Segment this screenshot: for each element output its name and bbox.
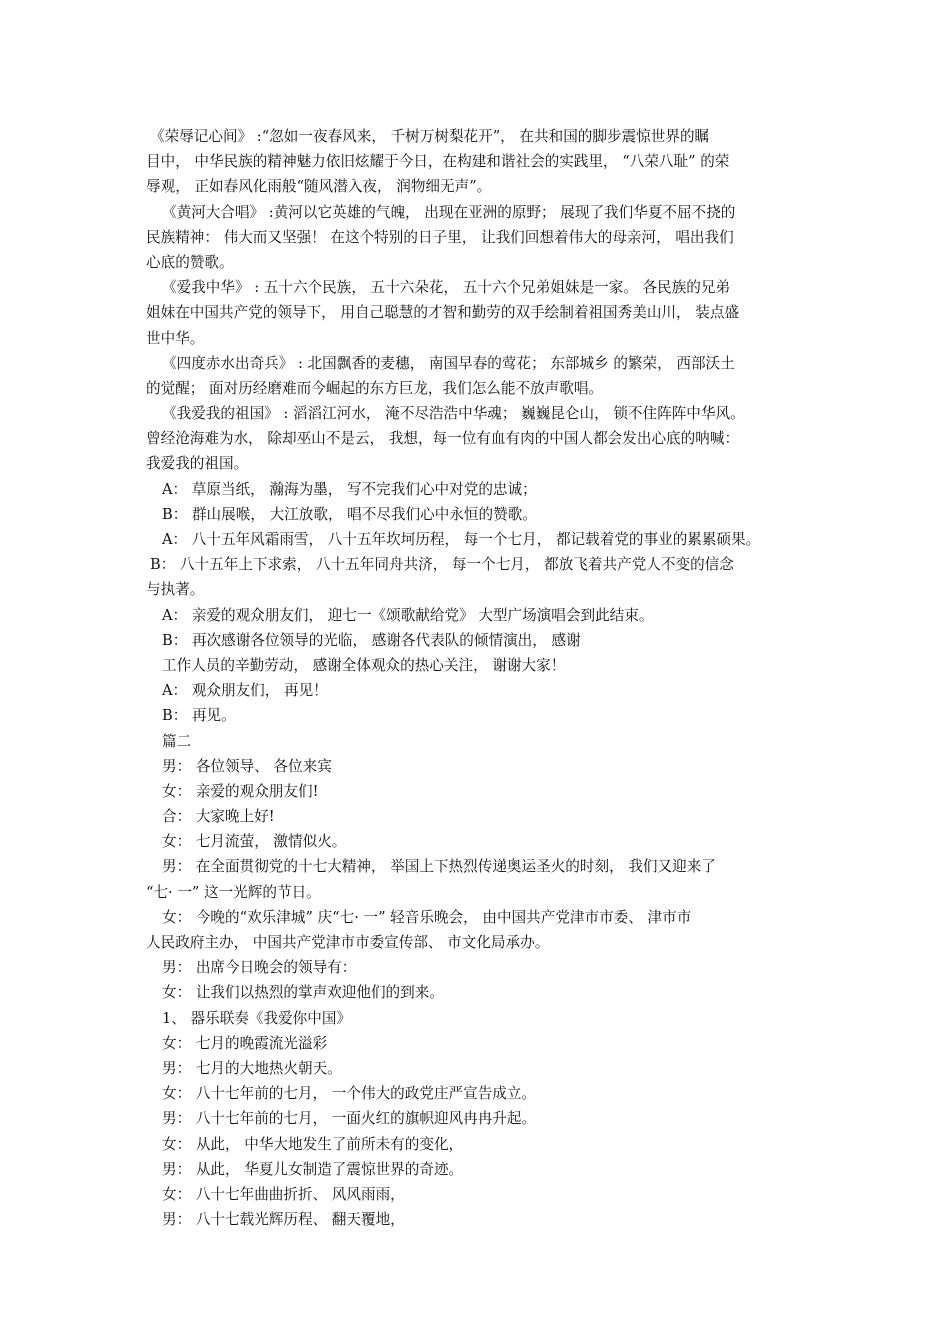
text-line: 《荣辱记心间》 :“忽如一夜春风来， 千树万树梨花开”， 在共和国的脚步震惊世界的瞩: [150, 128, 710, 145]
text-line: 心底的赞歌。: [146, 253, 234, 271]
text-line: 男： 八十七载光辉历程、 翻天覆地，: [162, 1211, 405, 1229]
text-line: B： 再次感谢各位领导的光临， 感谢各代表队的倾情演出， 感谢: [162, 631, 581, 649]
text-line: 女： 七月流萤， 激情似火。: [162, 833, 347, 851]
text-line: 女： 七月的晚霞流光溢彩: [162, 1034, 328, 1052]
text-line: 工作人员的辛勤劳动， 感谢全体观众的热心关注， 谢谢大家！: [162, 656, 566, 674]
text-line: 男： 八十七年前的七月， 一面火红的旗帜迎风冉冉升起。: [162, 1110, 537, 1128]
text-line: 女： 八十七年曲曲折折、 风风雨雨，: [162, 1185, 405, 1203]
text-line: 《爱我中华》 : 五十六个民族， 五十六朵花， 五十六个兄弟姐妹是一家。 各民族的兄弟: [162, 279, 731, 297]
text-line: 《黄河大合唱》 :黄河以它英雄的气魄， 出现在亚洲的原野； 展现了我们华夏不屈不挠的: [162, 203, 736, 221]
text-line: A： 亲爱的观众朋友们， 迎七一《颂歌献给党》 大型广场演唱会到此结束。: [162, 606, 654, 624]
text-line: 男： 各位领导、 各位来宾: [162, 757, 332, 775]
text-line: B： 再见。: [162, 707, 236, 725]
text-line: 辱观， 正如春风化雨般“随风潜入夜， 润物细无声”。: [146, 178, 492, 196]
text-line: 姐妹在中国共产党的领导下， 用自己聪慧的才智和勤劳的双手绘制着祖国秀美山川， 装点盛: [146, 304, 740, 322]
text-line: A： 草原当纸， 瀚海为墨， 写不完我们心中对党的忠诚；: [162, 480, 537, 498]
text-line: 《四度赤水出奇兵》 : 北国飘香的麦穗， 南国早春的莺花； 东部城乡 的繁荣， 西部沃土: [162, 354, 735, 372]
text-line: “七· 一” 这一光辉的节日。: [146, 883, 321, 901]
text-line: 我爱我的祖国。: [146, 455, 249, 473]
text-line: 1、 器乐联奏《我爱你中国》: [162, 1009, 352, 1027]
text-line: 女： 亲爱的观众朋友们!: [162, 782, 319, 800]
text-line: 男： 出席今日晚会的领导有：: [162, 959, 357, 977]
text-line: 女： 让我们以热烈的掌声欢迎他们的到来。: [162, 984, 444, 1002]
text-line: 《我爱我的祖国》 : 滔滔江河水， 淹不尽浩浩中华魂； 巍巍昆仑山， 锁不住阵阵中华风。: [162, 405, 745, 423]
text-line: 的觉醒； 面对历经磨难而今崛起的东方巨龙，我们怎么能不放声歌唱。: [146, 379, 604, 397]
text-line: B： 八十五年上下求索， 八十五年同舟共济， 每一个七月， 都放飞着共产党人不变的信念: [150, 556, 734, 574]
text-line: 女： 从此， 中华大地发生了前所未有的变化，: [162, 1135, 464, 1153]
text-line: 人民政府主办， 中国共产党津市市委宣传部、 市文化局承办。: [146, 934, 550, 951]
text-line: 民族精神： 伟大而又坚强！ 在这个特别的日子里， 让我们回想着伟大的母亲河， 唱出我们: [146, 228, 734, 246]
text-line: 世中华。: [146, 329, 205, 347]
text-line: 曾经沧海难为水， 除却巫山不是云， 我想，每一位有血有肉的中国人都会发出心底的呐喊：: [146, 430, 740, 448]
text-line: 男： 从此， 华夏儿女制造了震惊世界的奇迹。: [162, 1160, 464, 1178]
text-line: 目中， 中华民族的精神魅力依旧炫耀于今日，在构建和谐社会的实践里， “八荣八耻” 的荣: [146, 153, 730, 171]
text-line: A： 观众朋友们， 再见！: [162, 682, 328, 700]
text-line: 男： 七月的大地热火朝天。: [162, 1059, 342, 1077]
document-page: [146, 124, 814, 1232]
text-line: B： 群山展喉， 大江放歌， 唱不尽我们心中永恒的赞歌。: [162, 505, 537, 523]
text-line: 与执著。: [146, 581, 205, 599]
text-line: 男： 在全面贯彻党的十七大精神， 举国上下热烈传递奥运圣火的时刻， 我们又迎来了: [162, 858, 716, 876]
text-line: 女： 八十七年前的七月， 一个伟大的政党庄严宣告成立。: [162, 1085, 537, 1103]
text-line: A： 八十五年风霜雨雪， 八十五年坎坷历程， 每一个七月， 都记载着党的事业的累累硕果。: [162, 531, 761, 548]
text-line: 合： 大家晚上好!: [162, 808, 275, 826]
text-line: 篇二: [162, 732, 192, 750]
text-line: 女： 今晚的“欢乐津城” 庆“七· 一” 轻音乐晚会， 由中国共产党津市市委、 津市市: [162, 908, 692, 926]
